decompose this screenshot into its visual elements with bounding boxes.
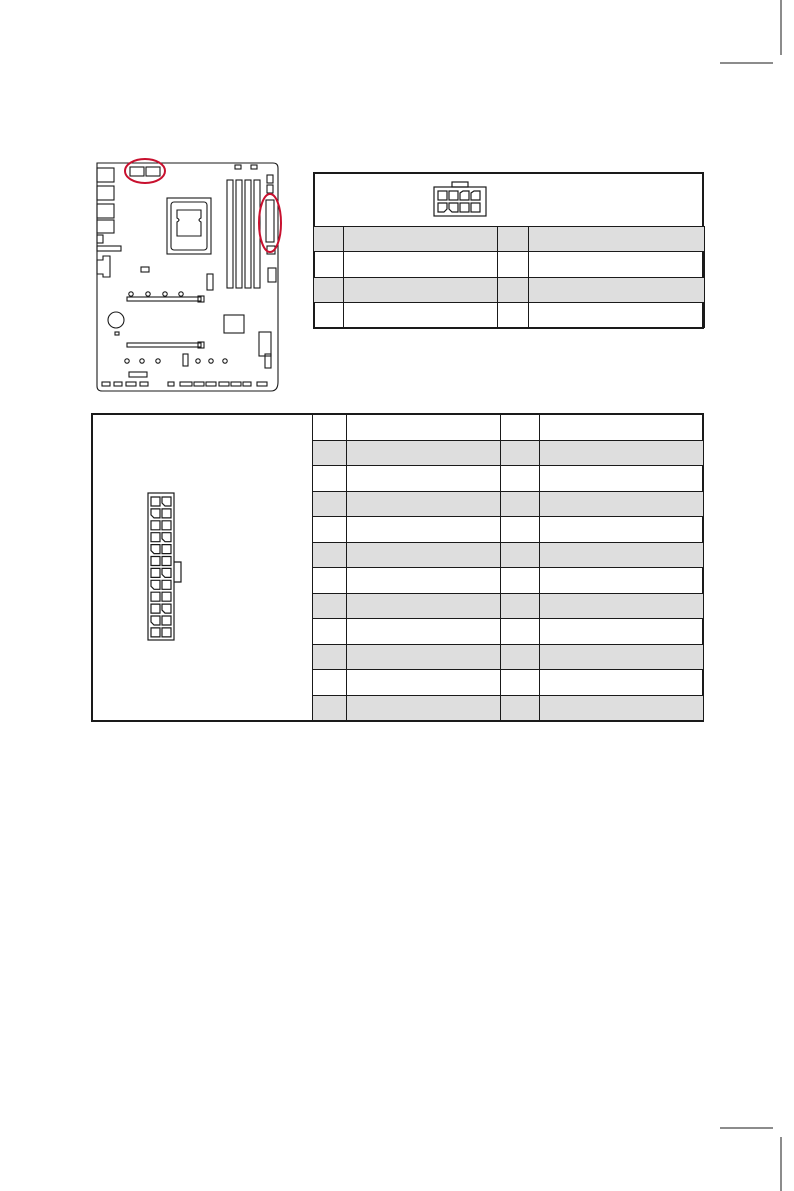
table-row <box>313 440 704 466</box>
signal-name <box>540 440 704 466</box>
table-row <box>313 695 704 721</box>
signal-name <box>347 695 501 721</box>
pin-number <box>314 303 344 328</box>
signal-name <box>344 278 498 303</box>
pin-number <box>314 252 344 278</box>
table-row <box>313 542 704 568</box>
signal-name <box>529 278 705 303</box>
signal-name <box>529 252 705 278</box>
pin-number <box>313 695 347 721</box>
signal-name <box>540 695 704 721</box>
table-row <box>313 644 704 670</box>
cpu-socket <box>167 198 211 254</box>
signal-name <box>540 517 704 543</box>
pin-number <box>314 227 344 252</box>
pin-number <box>313 542 347 568</box>
connector-pin <box>162 545 171 554</box>
signal-name <box>540 542 704 568</box>
signal-name <box>540 491 704 517</box>
pin-number <box>501 619 540 645</box>
pin-number <box>313 415 347 441</box>
table-row <box>313 415 704 441</box>
signal-name <box>347 644 501 670</box>
cpu-power-connector-icon <box>432 181 488 217</box>
dimm-slot <box>227 180 233 288</box>
pin-number <box>501 670 540 696</box>
connector-pin <box>151 545 160 554</box>
chipset <box>224 315 244 333</box>
signal-name <box>347 593 501 619</box>
connector-pin <box>162 557 171 566</box>
connector-pin <box>151 533 160 542</box>
signal-name <box>347 517 501 543</box>
signal-name <box>529 227 705 252</box>
pcie-slot <box>127 343 201 347</box>
io-block <box>97 246 121 251</box>
atx-power-connector <box>266 200 274 242</box>
table-row <box>314 303 705 328</box>
table-row <box>314 227 705 252</box>
connector-pin <box>151 592 160 601</box>
connector-pin <box>162 533 171 542</box>
connector-pin <box>162 604 171 613</box>
pin-number <box>501 568 540 594</box>
pin-number <box>313 491 347 517</box>
signal-name <box>347 491 501 517</box>
dimm-slot <box>245 180 251 288</box>
pin-number <box>498 227 529 252</box>
io-block <box>97 204 114 218</box>
connector-pin <box>151 521 160 530</box>
connector-pin <box>151 604 160 613</box>
table-row <box>313 593 704 619</box>
signal-name <box>529 303 705 328</box>
pin-number <box>501 491 540 517</box>
signal-name <box>347 466 501 492</box>
pin-number <box>501 644 540 670</box>
signal-name <box>347 542 501 568</box>
signal-name <box>347 415 501 441</box>
table-row <box>313 517 704 543</box>
table-row <box>313 466 704 492</box>
signal-name <box>540 644 704 670</box>
connector-pin <box>151 616 160 625</box>
io-block <box>97 168 114 182</box>
signal-name <box>540 619 704 645</box>
pin-number <box>313 619 347 645</box>
pin-number <box>314 278 344 303</box>
pin-number <box>313 568 347 594</box>
pin-number <box>313 593 347 619</box>
signal-name <box>540 670 704 696</box>
signal-name <box>540 593 704 619</box>
signal-name <box>540 415 704 441</box>
pin-number <box>501 466 540 492</box>
signal-name <box>344 252 498 278</box>
signal-name <box>347 670 501 696</box>
pin-number <box>313 644 347 670</box>
connector-pin <box>162 628 171 637</box>
table-row <box>314 252 705 278</box>
pin-number <box>498 252 529 278</box>
connector-pin <box>162 509 171 518</box>
motherboard-diagram <box>85 150 285 395</box>
pin-number <box>501 415 540 441</box>
signal-name <box>540 466 704 492</box>
pin-number <box>498 278 529 303</box>
pin-number <box>313 670 347 696</box>
cpu-power-connector <box>130 167 144 176</box>
table-row <box>313 670 704 696</box>
signal-name <box>344 303 498 328</box>
pin-number <box>501 593 540 619</box>
table-row <box>313 619 704 645</box>
table-row <box>314 278 705 303</box>
connector-pin <box>162 592 171 601</box>
io-block <box>97 186 114 200</box>
connector-pin <box>162 616 171 625</box>
cpu-power-pin-table <box>313 226 705 328</box>
cmos-battery <box>108 312 124 328</box>
dimm-slot <box>236 180 242 288</box>
io-block <box>97 256 110 277</box>
pcie-slot <box>127 297 201 301</box>
pin-number <box>313 466 347 492</box>
atx-power-connector-icon <box>146 492 186 642</box>
pin-number <box>501 695 540 721</box>
connector-pin <box>151 557 160 566</box>
io-block <box>97 235 103 243</box>
signal-name <box>540 568 704 594</box>
pin-number <box>501 517 540 543</box>
atx-power-pin-table <box>312 414 704 721</box>
connector-pin <box>162 568 171 577</box>
connector-pin <box>151 497 160 506</box>
pin-number <box>498 303 529 328</box>
signal-name <box>347 568 501 594</box>
connector-pin <box>162 497 171 506</box>
signal-name <box>347 619 501 645</box>
io-block <box>97 220 114 233</box>
pin-number <box>501 542 540 568</box>
connector-pin <box>151 628 160 637</box>
connector-pin <box>151 568 160 577</box>
pin-number <box>313 517 347 543</box>
pin-number <box>313 440 347 466</box>
connector-pin <box>151 509 160 518</box>
pin-number <box>501 440 540 466</box>
connector-pin <box>162 521 171 530</box>
signal-name <box>344 227 498 252</box>
signal-name <box>347 440 501 466</box>
cpu-power-connector <box>146 167 160 176</box>
connector-pin <box>151 580 160 589</box>
table-row <box>313 568 704 594</box>
table-row <box>313 491 704 517</box>
connector-pin <box>162 580 171 589</box>
